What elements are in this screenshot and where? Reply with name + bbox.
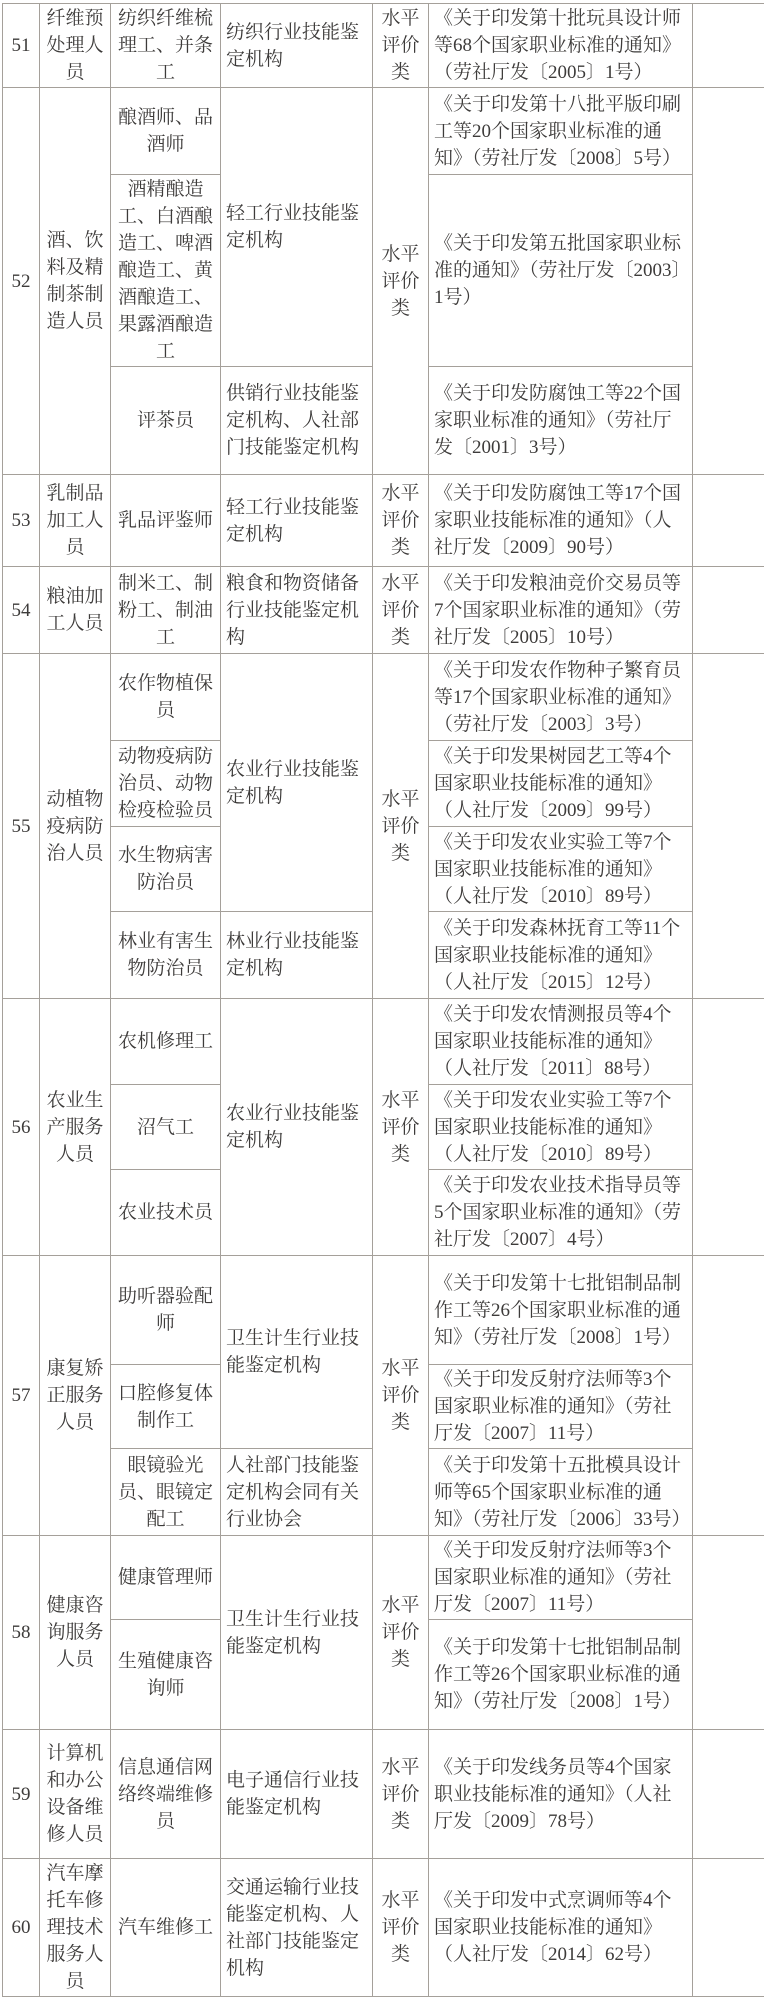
cell-occupation: 生殖健康咨询师 (111, 1620, 221, 1730)
cell-institution: 粮食和物资储备行业技能鉴定机构 (221, 567, 373, 654)
cell-institution: 轻工行业技能鉴定机构 (221, 475, 373, 567)
cell-institution: 轻工行业技能鉴定机构 (221, 88, 373, 367)
cell-document: 《关于印发第五批国家职业标准的通知》（劳社厅发〔2003〕1号） (429, 175, 693, 367)
cell-occupation: 信息通信网络终端维修员 (111, 1730, 221, 1859)
cell-document: 《关于印发第十五批模具设计师等65个国家职业标准的通知》（劳社厅发〔2006〕33号） (429, 1449, 693, 1536)
cell-institution: 卫生计生行业技能鉴定机构 (221, 1256, 373, 1449)
cell-occupation: 乳品评鉴师 (111, 475, 221, 567)
cell-occupation: 助听器验配师 (111, 1256, 221, 1365)
cell-document: 《关于印发反射疗法师等3个国家职业标准的通知》（劳社厅发〔2007〕11号） (429, 1536, 693, 1620)
cell-occupation: 纺织纤维梳理工、并条工 (111, 4, 221, 88)
cell-document: 《关于印发防腐蚀工等17个国家职业技能标准的通知》（人社厅发〔2009〕90号） (429, 475, 693, 567)
cell-occupation: 汽车维修工 (111, 1859, 221, 1997)
cell-occupation: 沼气工 (111, 1085, 221, 1170)
cell-eval-type: 水平评价类 (373, 1256, 429, 1536)
cell-eval-type: 水平评价类 (373, 999, 429, 1256)
cell-eval-type: 水平评价类 (373, 1859, 429, 1997)
cell-category: 纤维预处理人员 (40, 4, 111, 88)
cell-eval-type: 水平评价类 (373, 654, 429, 999)
cell-row-number: 52 (3, 88, 40, 475)
cell-occupation: 农作物植保员 (111, 654, 221, 741)
cell-occupation: 酿酒师、品酒师 (111, 88, 221, 175)
cell-blank (693, 567, 764, 654)
cell-category: 粮油加工人员 (40, 567, 111, 654)
cell-blank (693, 999, 764, 1256)
cell-occupation: 制米工、制粉工、制油工 (111, 567, 221, 654)
cell-row-number: 58 (3, 1536, 40, 1730)
cell-blank (693, 1256, 764, 1536)
cell-institution: 电子通信行业技能鉴定机构 (221, 1730, 373, 1859)
cell-row-number: 55 (3, 654, 40, 999)
cell-row-number: 54 (3, 567, 40, 654)
cell-eval-type: 水平评价类 (373, 4, 429, 88)
occupational-standards-table (2, 3, 764, 1997)
cell-category: 计算机和办公设备维修人员 (40, 1730, 111, 1859)
cell-document: 《关于印发第十八批平版印刷工等20个国家职业标准的通知》（劳社厅发〔2008〕5号） (429, 88, 693, 175)
cell-occupation: 农业技术员 (111, 1170, 221, 1256)
cell-occupation: 口腔修复体制作工 (111, 1365, 221, 1449)
cell-occupation: 林业有害生物防治员 (111, 912, 221, 999)
cell-category: 汽车摩托车修理技术服务人员 (40, 1859, 111, 1997)
cell-document: 《关于印发第十七批铝制品制作工等26个国家职业标准的通知》（劳社厅发〔2008〕1号） (429, 1620, 693, 1730)
cell-eval-type: 水平评价类 (373, 475, 429, 567)
cell-blank (693, 88, 764, 475)
cell-eval-type: 水平评价类 (373, 1730, 429, 1859)
cell-institution: 交通运输行业技能鉴定机构、人社部门技能鉴定机构 (221, 1859, 373, 1997)
cell-occupation: 动物疫病防治员、动物检疫检验员 (111, 741, 221, 827)
cell-category: 农业生产服务人员 (40, 999, 111, 1256)
cell-category: 动植物疫病防治人员 (40, 654, 111, 999)
cell-occupation: 水生物病害防治员 (111, 827, 221, 912)
cell-category: 康复矫正服务人员 (40, 1256, 111, 1536)
cell-blank (693, 1859, 764, 1997)
cell-document: 《关于印发第十七批铝制品制作工等26个国家职业标准的通知》（劳社厅发〔2008〕1号） (429, 1256, 693, 1365)
cell-blank (693, 1536, 764, 1730)
cell-occupation: 健康管理师 (111, 1536, 221, 1620)
cell-eval-type: 水平评价类 (373, 567, 429, 654)
cell-occupation: 酒精酿造工、白酒酿造工、啤酒酿造工、黄酒酿造工、果露酒酿造工 (111, 175, 221, 367)
cell-row-number: 53 (3, 475, 40, 567)
cell-institution: 农业行业技能鉴定机构 (221, 654, 373, 912)
cell-institution: 人社部门技能鉴定机构会同有关行业协会 (221, 1449, 373, 1536)
cell-category: 乳制品加工人员 (40, 475, 111, 567)
cell-occupation: 眼镜验光员、眼镜定配工 (111, 1449, 221, 1536)
cell-document: 《关于印发线务员等4个国家职业技能标准的通知》（人社厅发〔2009〕78号） (429, 1730, 693, 1859)
cell-document: 《关于印发第十批玩具设计师等68个国家职业标准的通知》（劳社厅发〔2005〕1号） (429, 4, 693, 88)
cell-blank (693, 654, 764, 999)
cell-blank (693, 1730, 764, 1859)
cell-institution: 卫生计生行业技能鉴定机构 (221, 1536, 373, 1730)
cell-institution: 林业行业技能鉴定机构 (221, 912, 373, 999)
cell-occupation: 农机修理工 (111, 999, 221, 1085)
cell-row-number: 51 (3, 4, 40, 88)
cell-institution: 农业行业技能鉴定机构 (221, 999, 373, 1256)
cell-row-number: 57 (3, 1256, 40, 1536)
cell-document: 《关于印发农作物种子繁育员等17个国家职业标准的通知》（劳社厅发〔2003〕3号） (429, 654, 693, 741)
cell-eval-type: 水平评价类 (373, 1536, 429, 1730)
cell-institution: 供销行业技能鉴定机构、人社部门技能鉴定机构 (221, 367, 373, 475)
cell-category: 健康咨询服务人员 (40, 1536, 111, 1730)
cell-document: 《关于印发森林抚育工等11个国家职业技能标准的通知》（人社厅发〔2015〕12号） (429, 912, 693, 999)
cell-document: 《关于印发防腐蚀工等22个国家职业标准的通知》（劳社厅发〔2001〕3号） (429, 367, 693, 475)
cell-blank (693, 4, 764, 88)
cell-document: 《关于印发粮油竞价交易员等7个国家职业标准的通知》（劳社厅发〔2005〕10号） (429, 567, 693, 654)
cell-row-number: 60 (3, 1859, 40, 1997)
cell-document: 《关于印发反射疗法师等3个国家职业标准的通知》（劳社厅发〔2007〕11号） (429, 1365, 693, 1449)
cell-category: 酒、饮料及精制茶制造人员 (40, 88, 111, 475)
cell-eval-type: 水平评价类 (373, 88, 429, 475)
cell-row-number: 56 (3, 999, 40, 1256)
cell-document: 《关于印发农情测报员等4个国家职业技能标准的通知》（人社厅发〔2011〕88号） (429, 999, 693, 1085)
cell-row-number: 59 (3, 1730, 40, 1859)
cell-document: 《关于印发农业技术指导员等5个国家职业标准的通知》（劳社厅发〔2007〕4号） (429, 1170, 693, 1256)
cell-document: 《关于印发中式烹调师等4个国家职业技能标准的通知》（人社厅发〔2014〕62号） (429, 1859, 693, 1997)
cell-document: 《关于印发农业实验工等7个国家职业技能标准的通知》（人社厅发〔2010〕89号） (429, 827, 693, 912)
cell-document: 《关于印发果树园艺工等4个国家职业技能标准的通知》（人社厅发〔2009〕99号） (429, 741, 693, 827)
cell-occupation: 评茶员 (111, 367, 221, 475)
cell-document: 《关于印发农业实验工等7个国家职业技能标准的通知》（人社厅发〔2010〕89号） (429, 1085, 693, 1170)
cell-institution: 纺织行业技能鉴定机构 (221, 4, 373, 88)
cell-blank (693, 475, 764, 567)
